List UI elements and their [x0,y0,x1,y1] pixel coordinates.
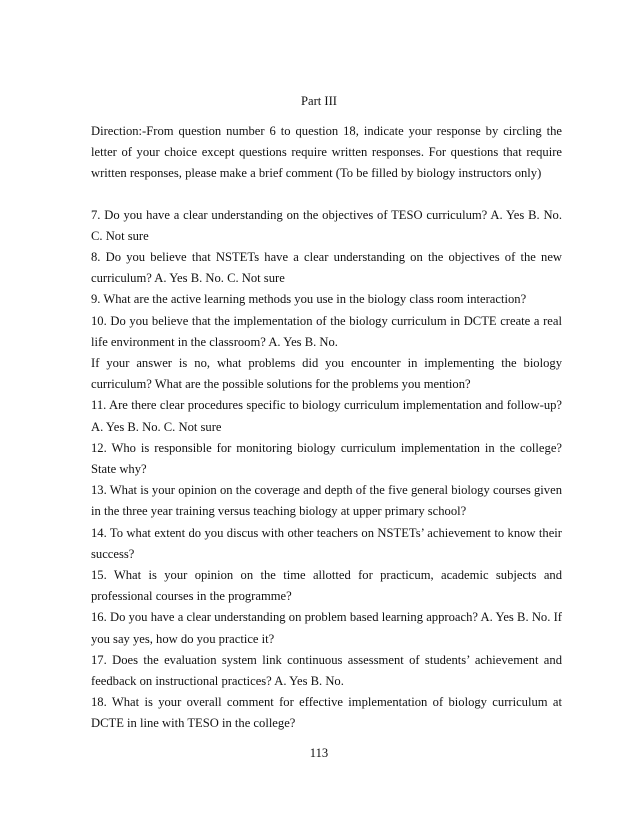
question-7: 7. Do you have a clear understanding on the objectives of TESO curriculum? A. Yes B. No. C. Not sure [91,207,562,243]
question-17: 17. Does the evaluation system link continuous assessment of students’ achievement and feedback on instructional practices? A. Yes B. No. [91,652,562,689]
question-15: 15. What is your opinion on the time allotted for practicum, academic subjects and professional courses in the programme? [91,568,562,604]
question-10-followup: If your answer is no, what problems did you encounter in implementing the biology curriculum? What are the possible solutions for the problems you mention? [91,356,562,392]
question-11: 11. Are there clear procedures specific to biology curriculum implementation and follow-up? A. Yes B. No. C. Not sure [91,398,562,434]
question-8: 8. Do you believe that NSTETs have a clear understanding on the objectives of the new curriculum? A. Yes B. No. C. Not sure [91,250,562,286]
page-number: 113 [309,746,329,760]
questionnaire-body [91,121,562,735]
question-16: 16. Do you have a clear understanding on problem based learning approach? A. Yes B. No. If you say yes, how do you practice it? [91,610,562,646]
question-10: 10. Do you believe that the implementation of the biology curriculum in DCTE create a real life environment in the classroom? A. Yes B. No. [91,313,562,349]
page-title: Part III [300,94,338,108]
question-9: 9. What are the active learning methods you use in the biology class room interaction? [91,292,527,307]
question-14: 14. To what extent do you discus with other teachers on NSTETs’ achievement to know their success? [91,525,562,561]
question-12: 12. Who is responsible for monitoring biology curriculum implementation in the college? State why? [91,440,562,477]
question-13: 13. What is your opinion on the coverage and depth of the five general biology courses given in the three year training versus teaching biology at upper primary school? [91,483,562,519]
section-gap [91,185,562,205]
direction-text: Direction:-From question number 6 to question 18, indicate your response by circling the letter of your choice except questions require written responses. For questions that require written responses, please make a brief comment (To be filled by biology instructors only) [91,124,562,181]
question-18: 18. What is your overall comment for effective implementation of biology curriculum at DCTE in line with TESO in the college? [91,695,562,731]
